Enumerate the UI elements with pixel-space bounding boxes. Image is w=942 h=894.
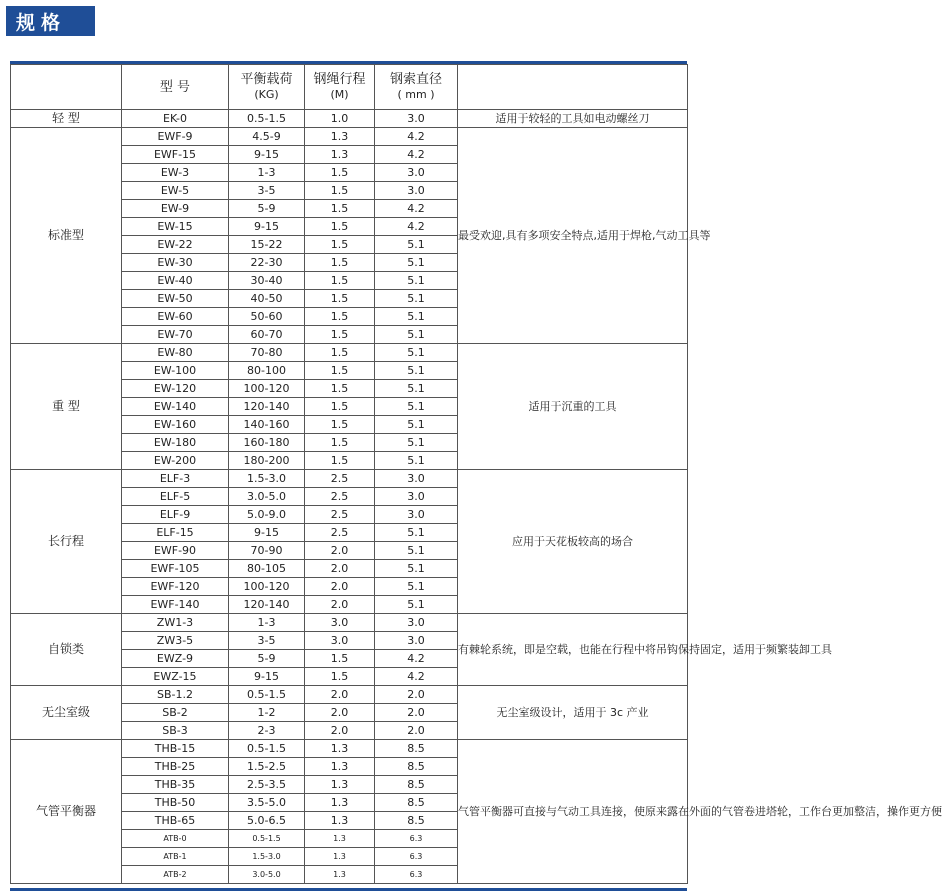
diameter-cell: 5.1	[375, 236, 458, 254]
model-cell: SB-3	[122, 722, 229, 740]
diameter-cell: 3.0	[375, 182, 458, 200]
stroke-cell: 1.5	[305, 362, 375, 380]
diameter-cell: 3.0	[375, 110, 458, 128]
diameter-cell: 8.5	[375, 794, 458, 812]
stroke-cell: 2.5	[305, 506, 375, 524]
load-cell: 15-22	[229, 236, 305, 254]
model-cell: EW-120	[122, 380, 229, 398]
stroke-cell: 1.5	[305, 434, 375, 452]
header-stroke-label: 钢绳行程	[313, 72, 366, 87]
category-cell: 长行程	[11, 470, 122, 614]
stroke-cell: 1.3	[305, 146, 375, 164]
model-cell: ZW3-5	[122, 632, 229, 650]
table-row	[11, 470, 688, 488]
diameter-cell: 3.0	[375, 470, 458, 488]
load-cell: 1-3	[229, 614, 305, 632]
load-cell: 70-80	[229, 344, 305, 362]
load-cell: 60-70	[229, 326, 305, 344]
model-cell: EW-60	[122, 308, 229, 326]
diameter-cell: 5.1	[375, 272, 458, 290]
stroke-cell: 1.5	[305, 164, 375, 182]
stroke-cell: 1.3	[305, 740, 375, 758]
stroke-cell: 2.0	[305, 704, 375, 722]
diameter-cell: 3.0	[375, 488, 458, 506]
load-cell: 2-3	[229, 722, 305, 740]
diameter-cell: 6.3	[375, 866, 458, 884]
stroke-cell: 2.0	[305, 542, 375, 560]
stroke-cell: 1.5	[305, 380, 375, 398]
stroke-cell: 1.5	[305, 326, 375, 344]
stroke-cell: 2.0	[305, 596, 375, 614]
model-cell: EW-140	[122, 398, 229, 416]
diameter-cell: 5.1	[375, 416, 458, 434]
load-cell: 1.5-3.0	[229, 848, 305, 866]
load-cell: 40-50	[229, 290, 305, 308]
model-cell: ELF-9	[122, 506, 229, 524]
load-cell: 50-60	[229, 308, 305, 326]
load-cell: 100-120	[229, 578, 305, 596]
load-cell: 9-15	[229, 146, 305, 164]
load-cell: 180-200	[229, 452, 305, 470]
load-cell: 3.0-5.0	[229, 866, 305, 884]
description-cell: 无尘室级设计，适用于 3c 产业	[458, 686, 688, 740]
load-cell: 0.5-1.5	[229, 686, 305, 704]
load-cell: 100-120	[229, 380, 305, 398]
model-cell: EW-5	[122, 182, 229, 200]
stroke-cell: 1.5	[305, 236, 375, 254]
load-cell: 0.5-1.5	[229, 740, 305, 758]
header-diameter	[375, 65, 458, 110]
load-cell: 0.5-1.5	[229, 830, 305, 848]
load-cell: 3-5	[229, 182, 305, 200]
header-description	[458, 65, 688, 110]
stroke-cell: 3.0	[305, 614, 375, 632]
diameter-cell: 4.2	[375, 146, 458, 164]
diameter-cell: 5.1	[375, 326, 458, 344]
model-cell: SB-1.2	[122, 686, 229, 704]
load-cell: 2.5-3.5	[229, 776, 305, 794]
load-cell: 0.5-1.5	[229, 110, 305, 128]
diameter-cell: 4.2	[375, 650, 458, 668]
header-row	[11, 65, 688, 110]
load-cell: 9-15	[229, 668, 305, 686]
diameter-cell: 8.5	[375, 740, 458, 758]
stroke-cell: 1.5	[305, 650, 375, 668]
diameter-cell: 5.1	[375, 434, 458, 452]
diameter-cell: 6.3	[375, 848, 458, 866]
diameter-cell: 5.1	[375, 398, 458, 416]
load-cell: 3-5	[229, 632, 305, 650]
stroke-cell: 2.0	[305, 578, 375, 596]
stroke-cell: 1.5	[305, 200, 375, 218]
header-diameter-unit: ( mm )	[397, 88, 435, 101]
stroke-cell: 1.5	[305, 308, 375, 326]
stroke-cell: 2.5	[305, 488, 375, 506]
model-cell: SB-2	[122, 704, 229, 722]
load-cell: 5-9	[229, 650, 305, 668]
stroke-cell: 1.3	[305, 812, 375, 830]
stroke-cell: 1.3	[305, 128, 375, 146]
description-cell: 最受欢迎,具有多项安全特点,适用于焊枪,气动工具等	[458, 128, 688, 344]
stroke-cell: 2.0	[305, 686, 375, 704]
load-cell: 4.5-9	[229, 128, 305, 146]
model-cell: ATB-2	[122, 866, 229, 884]
stroke-cell: 1.5	[305, 668, 375, 686]
model-cell: ATB-1	[122, 848, 229, 866]
description-cell: 有棘轮系统，即是空载，也能在行程中将吊钩保持固定，适用于频繁装卸工具	[458, 614, 688, 686]
model-cell: EW-160	[122, 416, 229, 434]
model-cell: EWF-15	[122, 146, 229, 164]
model-cell: EW-200	[122, 452, 229, 470]
model-cell: ELF-3	[122, 470, 229, 488]
header-diameter-label: 钢索直径	[389, 72, 442, 87]
load-cell: 3.5-5.0	[229, 794, 305, 812]
header-stroke-unit: (M)	[330, 88, 349, 101]
category-cell: 轻 型	[11, 110, 122, 128]
load-cell: 5.0-6.5	[229, 812, 305, 830]
model-cell: THB-15	[122, 740, 229, 758]
model-cell: EW-180	[122, 434, 229, 452]
model-cell: EW-30	[122, 254, 229, 272]
diameter-cell: 4.2	[375, 128, 458, 146]
load-cell: 140-160	[229, 416, 305, 434]
diameter-cell: 4.2	[375, 200, 458, 218]
header-model: 型 号	[122, 65, 229, 110]
diameter-cell: 5.1	[375, 452, 458, 470]
table-row	[11, 110, 688, 128]
table-row	[11, 740, 688, 758]
stroke-cell: 1.5	[305, 344, 375, 362]
model-cell: ELF-15	[122, 524, 229, 542]
category-cell: 自锁类	[11, 614, 122, 686]
load-cell: 80-100	[229, 362, 305, 380]
diameter-cell: 5.1	[375, 524, 458, 542]
model-cell: EWZ-15	[122, 668, 229, 686]
page-title: 规格	[6, 6, 95, 36]
model-cell: EWF-105	[122, 560, 229, 578]
stroke-cell: 2.5	[305, 470, 375, 488]
model-cell: EW-22	[122, 236, 229, 254]
model-cell: EWF-140	[122, 596, 229, 614]
bottom-divider	[10, 888, 687, 891]
diameter-cell: 8.5	[375, 758, 458, 776]
stroke-cell: 1.0	[305, 110, 375, 128]
diameter-cell: 2.0	[375, 722, 458, 740]
model-cell: EW-15	[122, 218, 229, 236]
header-load-unit: (KG)	[254, 88, 279, 101]
diameter-cell: 4.2	[375, 668, 458, 686]
category-cell: 标准型	[11, 128, 122, 344]
model-cell: ATB-0	[122, 830, 229, 848]
diameter-cell: 5.1	[375, 254, 458, 272]
spec-table-body	[11, 110, 942, 884]
table-row	[11, 344, 688, 362]
table-row	[11, 614, 688, 632]
model-cell: EW-40	[122, 272, 229, 290]
category-cell: 气管平衡器	[11, 740, 122, 884]
category-cell: 无尘室级	[11, 686, 122, 740]
model-cell: EWZ-9	[122, 650, 229, 668]
model-cell: THB-25	[122, 758, 229, 776]
diameter-cell: 5.1	[375, 380, 458, 398]
stroke-cell: 2.0	[305, 722, 375, 740]
table-row	[11, 128, 688, 146]
stroke-cell: 1.3	[305, 830, 375, 848]
stroke-cell: 1.5	[305, 218, 375, 236]
model-cell: EW-3	[122, 164, 229, 182]
diameter-cell: 5.1	[375, 308, 458, 326]
stroke-cell: 2.0	[305, 560, 375, 578]
diameter-cell: 5.1	[375, 560, 458, 578]
diameter-cell: 8.5	[375, 776, 458, 794]
diameter-cell: 5.1	[375, 290, 458, 308]
model-cell: EWF-90	[122, 542, 229, 560]
model-cell: THB-50	[122, 794, 229, 812]
stroke-cell: 3.0	[305, 632, 375, 650]
model-cell: EWF-120	[122, 578, 229, 596]
load-cell: 5.0-9.0	[229, 506, 305, 524]
stroke-cell: 1.3	[305, 848, 375, 866]
diameter-cell: 5.1	[375, 344, 458, 362]
stroke-cell: 1.3	[305, 794, 375, 812]
diameter-cell: 4.2	[375, 218, 458, 236]
model-cell: EW-9	[122, 200, 229, 218]
stroke-cell: 1.3	[305, 866, 375, 884]
diameter-cell: 5.1	[375, 596, 458, 614]
description-cell: 适用于沉重的工具	[458, 344, 688, 470]
diameter-cell: 5.1	[375, 578, 458, 596]
load-cell: 1.5-3.0	[229, 470, 305, 488]
load-cell: 80-105	[229, 560, 305, 578]
model-cell: EW-100	[122, 362, 229, 380]
stroke-cell: 1.5	[305, 398, 375, 416]
model-cell: ELF-5	[122, 488, 229, 506]
category-cell: 重 型	[11, 344, 122, 470]
load-cell: 5-9	[229, 200, 305, 218]
model-cell: EW-80	[122, 344, 229, 362]
model-cell: EW-70	[122, 326, 229, 344]
load-cell: 9-15	[229, 218, 305, 236]
diameter-cell: 2.0	[375, 686, 458, 704]
load-cell: 30-40	[229, 272, 305, 290]
diameter-cell: 5.1	[375, 362, 458, 380]
header-stroke	[305, 65, 375, 110]
model-cell: EK-0	[122, 110, 229, 128]
diameter-cell: 3.0	[375, 632, 458, 650]
load-cell: 22-30	[229, 254, 305, 272]
stroke-cell: 1.5	[305, 182, 375, 200]
load-cell: 3.0-5.0	[229, 488, 305, 506]
diameter-cell: 3.0	[375, 506, 458, 524]
diameter-cell: 2.0	[375, 704, 458, 722]
stroke-cell: 1.5	[305, 272, 375, 290]
model-cell: THB-35	[122, 776, 229, 794]
stroke-cell: 1.5	[305, 290, 375, 308]
load-cell: 1.5-2.5	[229, 758, 305, 776]
model-cell: EWF-9	[122, 128, 229, 146]
stroke-cell: 2.5	[305, 524, 375, 542]
model-cell: THB-65	[122, 812, 229, 830]
model-cell: EW-50	[122, 290, 229, 308]
stroke-cell: 1.5	[305, 452, 375, 470]
spec-table	[10, 64, 942, 884]
load-cell: 120-140	[229, 596, 305, 614]
diameter-cell: 8.5	[375, 812, 458, 830]
load-cell: 70-90	[229, 542, 305, 560]
diameter-cell: 6.3	[375, 830, 458, 848]
diameter-cell: 5.1	[375, 542, 458, 560]
header-category	[11, 65, 122, 110]
header-load-label: 平衡载荷	[240, 72, 293, 87]
load-cell: 9-15	[229, 524, 305, 542]
load-cell: 120-140	[229, 398, 305, 416]
stroke-cell: 1.5	[305, 254, 375, 272]
load-cell: 160-180	[229, 434, 305, 452]
table-row	[11, 686, 688, 704]
stroke-cell: 1.3	[305, 758, 375, 776]
load-cell: 1-3	[229, 164, 305, 182]
stroke-cell: 1.3	[305, 776, 375, 794]
description-cell: 气管平衡器可直接与气动工具连接，使原来露在外面的气管卷进塔轮，工作台更加整洁，操作更方便	[458, 740, 688, 884]
model-cell: ZW1-3	[122, 614, 229, 632]
description-cell: 应用于天花板较高的场合	[458, 470, 688, 614]
diameter-cell: 3.0	[375, 164, 458, 182]
load-cell: 1-2	[229, 704, 305, 722]
diameter-cell: 3.0	[375, 614, 458, 632]
description-cell: 适用于较轻的工具如电动螺丝刀	[458, 110, 688, 128]
stroke-cell: 1.5	[305, 416, 375, 434]
header-load	[229, 65, 305, 110]
